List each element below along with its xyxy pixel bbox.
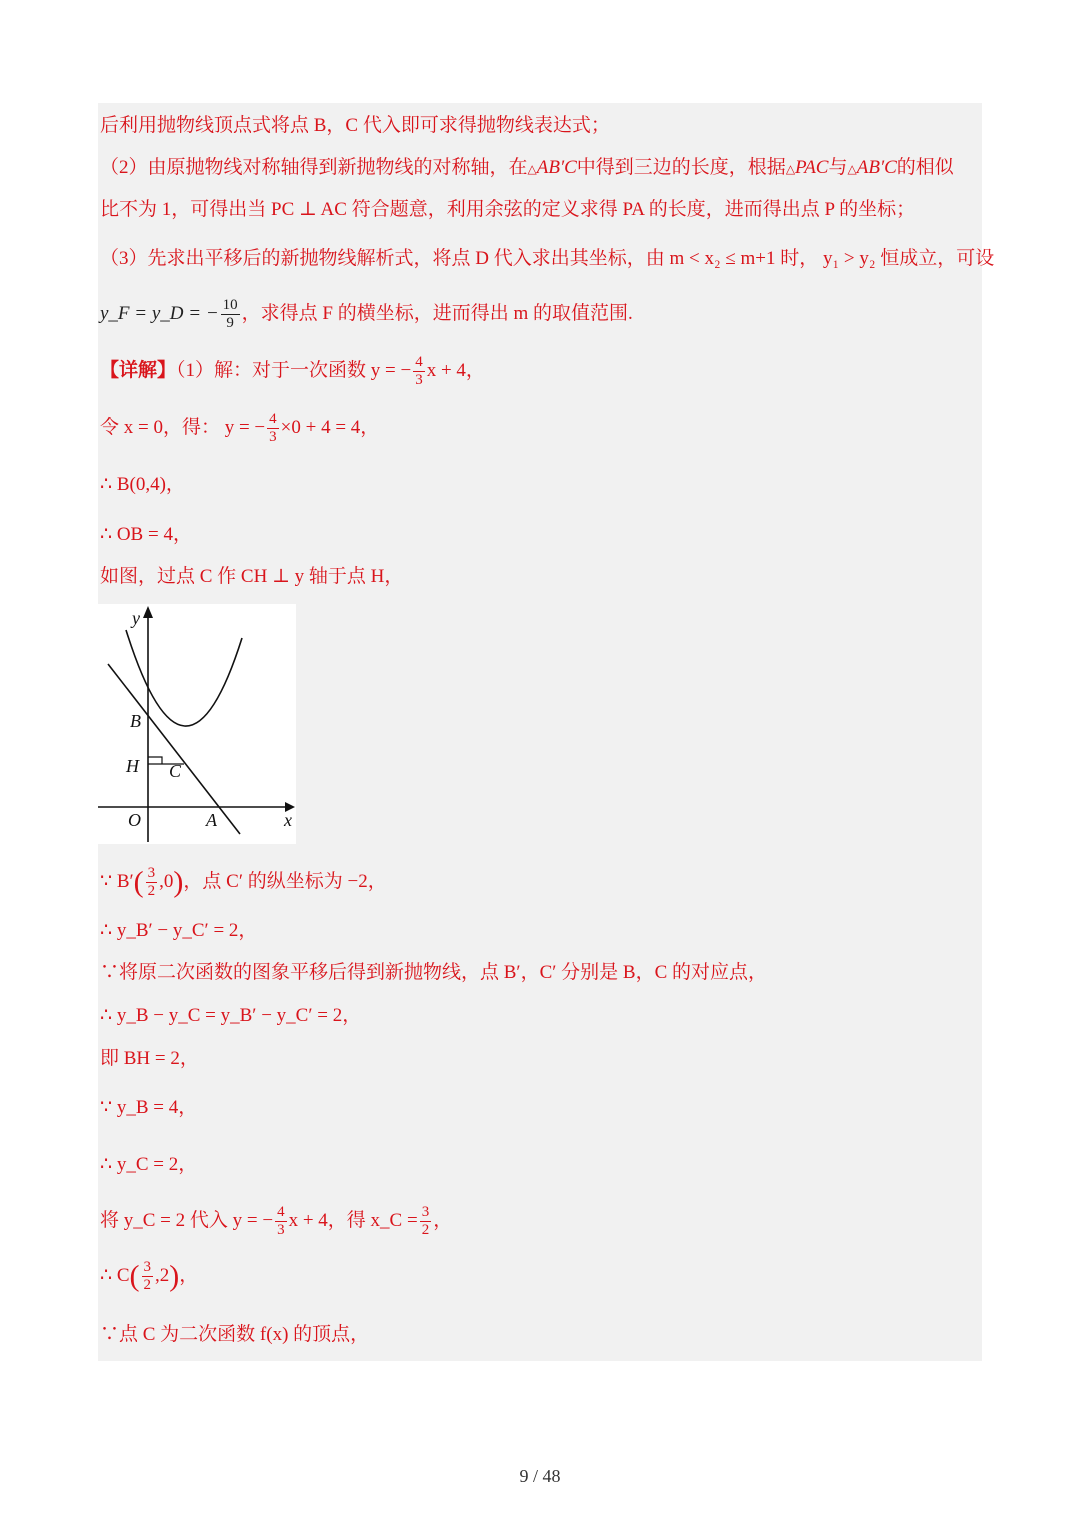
solution-line-11: ∵ y_B = 4，	[100, 1097, 198, 1118]
y-axis-arrow	[143, 606, 153, 618]
analysis-line-4: （3）先求出平移后的新抛物线解析式，将点 D 代入求出其坐标，由 m < x₂ ≤ m+1 时， y₁ > y₂ 恒成立，可设	[100, 248, 995, 269]
solution-line-12: ∴ y_C = 2，	[100, 1154, 198, 1175]
point-a-label: A	[206, 810, 217, 830]
point-h-label: H	[126, 756, 139, 776]
solution-line-4: ∴ OB = 4，	[100, 524, 192, 545]
parabola-graph	[98, 604, 296, 844]
analysis-line-2: （2）由原抛物线对称轴得到新抛物线的对称轴，在△AB′C中得到三边的长度，根据△PAC与△AB′C的相似	[100, 157, 954, 178]
page-number: 9 / 48	[519, 1466, 561, 1486]
solution-line-5: 如图，过点 C 作 CH ⊥ y 轴于点 H，	[100, 566, 404, 587]
solution-line-9: ∴ y_B − y_C = y_B′ − y_C′ = 2，	[100, 1005, 362, 1026]
solution-line-1: 【详解】（1）解：对于一次函数 y = − $\frac{4}{3}$ x + 4，	[100, 354, 485, 389]
solution-line-3: ∴ B(0,4)，	[100, 474, 185, 495]
linear-function-line	[108, 664, 240, 834]
solution-line-14: ∴ C( $\frac{3}{2}$ ,2)，	[100, 1259, 199, 1294]
solution-line-7: ∴ y_B′ − y_C′ = 2，	[100, 920, 258, 941]
solution-line-8: ∵将原二次函数的图象平移后得到新抛物线，点 B′，C′ 分别是 B，C 的对应点，	[100, 962, 768, 983]
solution-line-10: 即 BH = 2，	[100, 1048, 199, 1069]
parabola-figure	[98, 604, 296, 844]
parabola-curve	[126, 630, 242, 726]
analysis-line-3: 比不为 1，可得出当 PC ⊥ AC 符合题意，利用余弦的定义求得 PA 的长度，进而得出点 P 的坐标；	[100, 199, 916, 220]
solution-line-15: ∵点 C 为二次函数 f(x) 的顶点，	[100, 1324, 370, 1345]
analysis-line-1: 后利用抛物线顶点式将点 B，C 代入即可求得抛物线表达式；	[100, 115, 610, 136]
point-c-label: C	[169, 761, 182, 781]
solution-line-2: 令 x = 0，得： y = − $\frac{4}{3}$ ×0 + 4 = 4，	[100, 411, 380, 446]
analysis-line-5: y_F = y_D = − $\frac{10}{9}$ ，求得点 F 的横坐标，进而得出 m 的取值范围.	[100, 297, 633, 332]
y-axis-label: y	[132, 608, 140, 628]
x-axis-label: x	[284, 810, 292, 830]
solution-line-13: 将 y_C = 2 代入 y = − $\frac{4}{3}$ x + 4，得 x_C = $\frac{3}{2}$ ，	[100, 1204, 453, 1239]
solution-line-6: ∵ B′( $\frac{3}{2}$ ,0)，点 C′ 的纵坐标为 −2，	[100, 865, 387, 900]
right-angle-mark	[148, 757, 162, 764]
point-b-label: B	[130, 711, 141, 731]
origin-label: O	[128, 810, 141, 830]
